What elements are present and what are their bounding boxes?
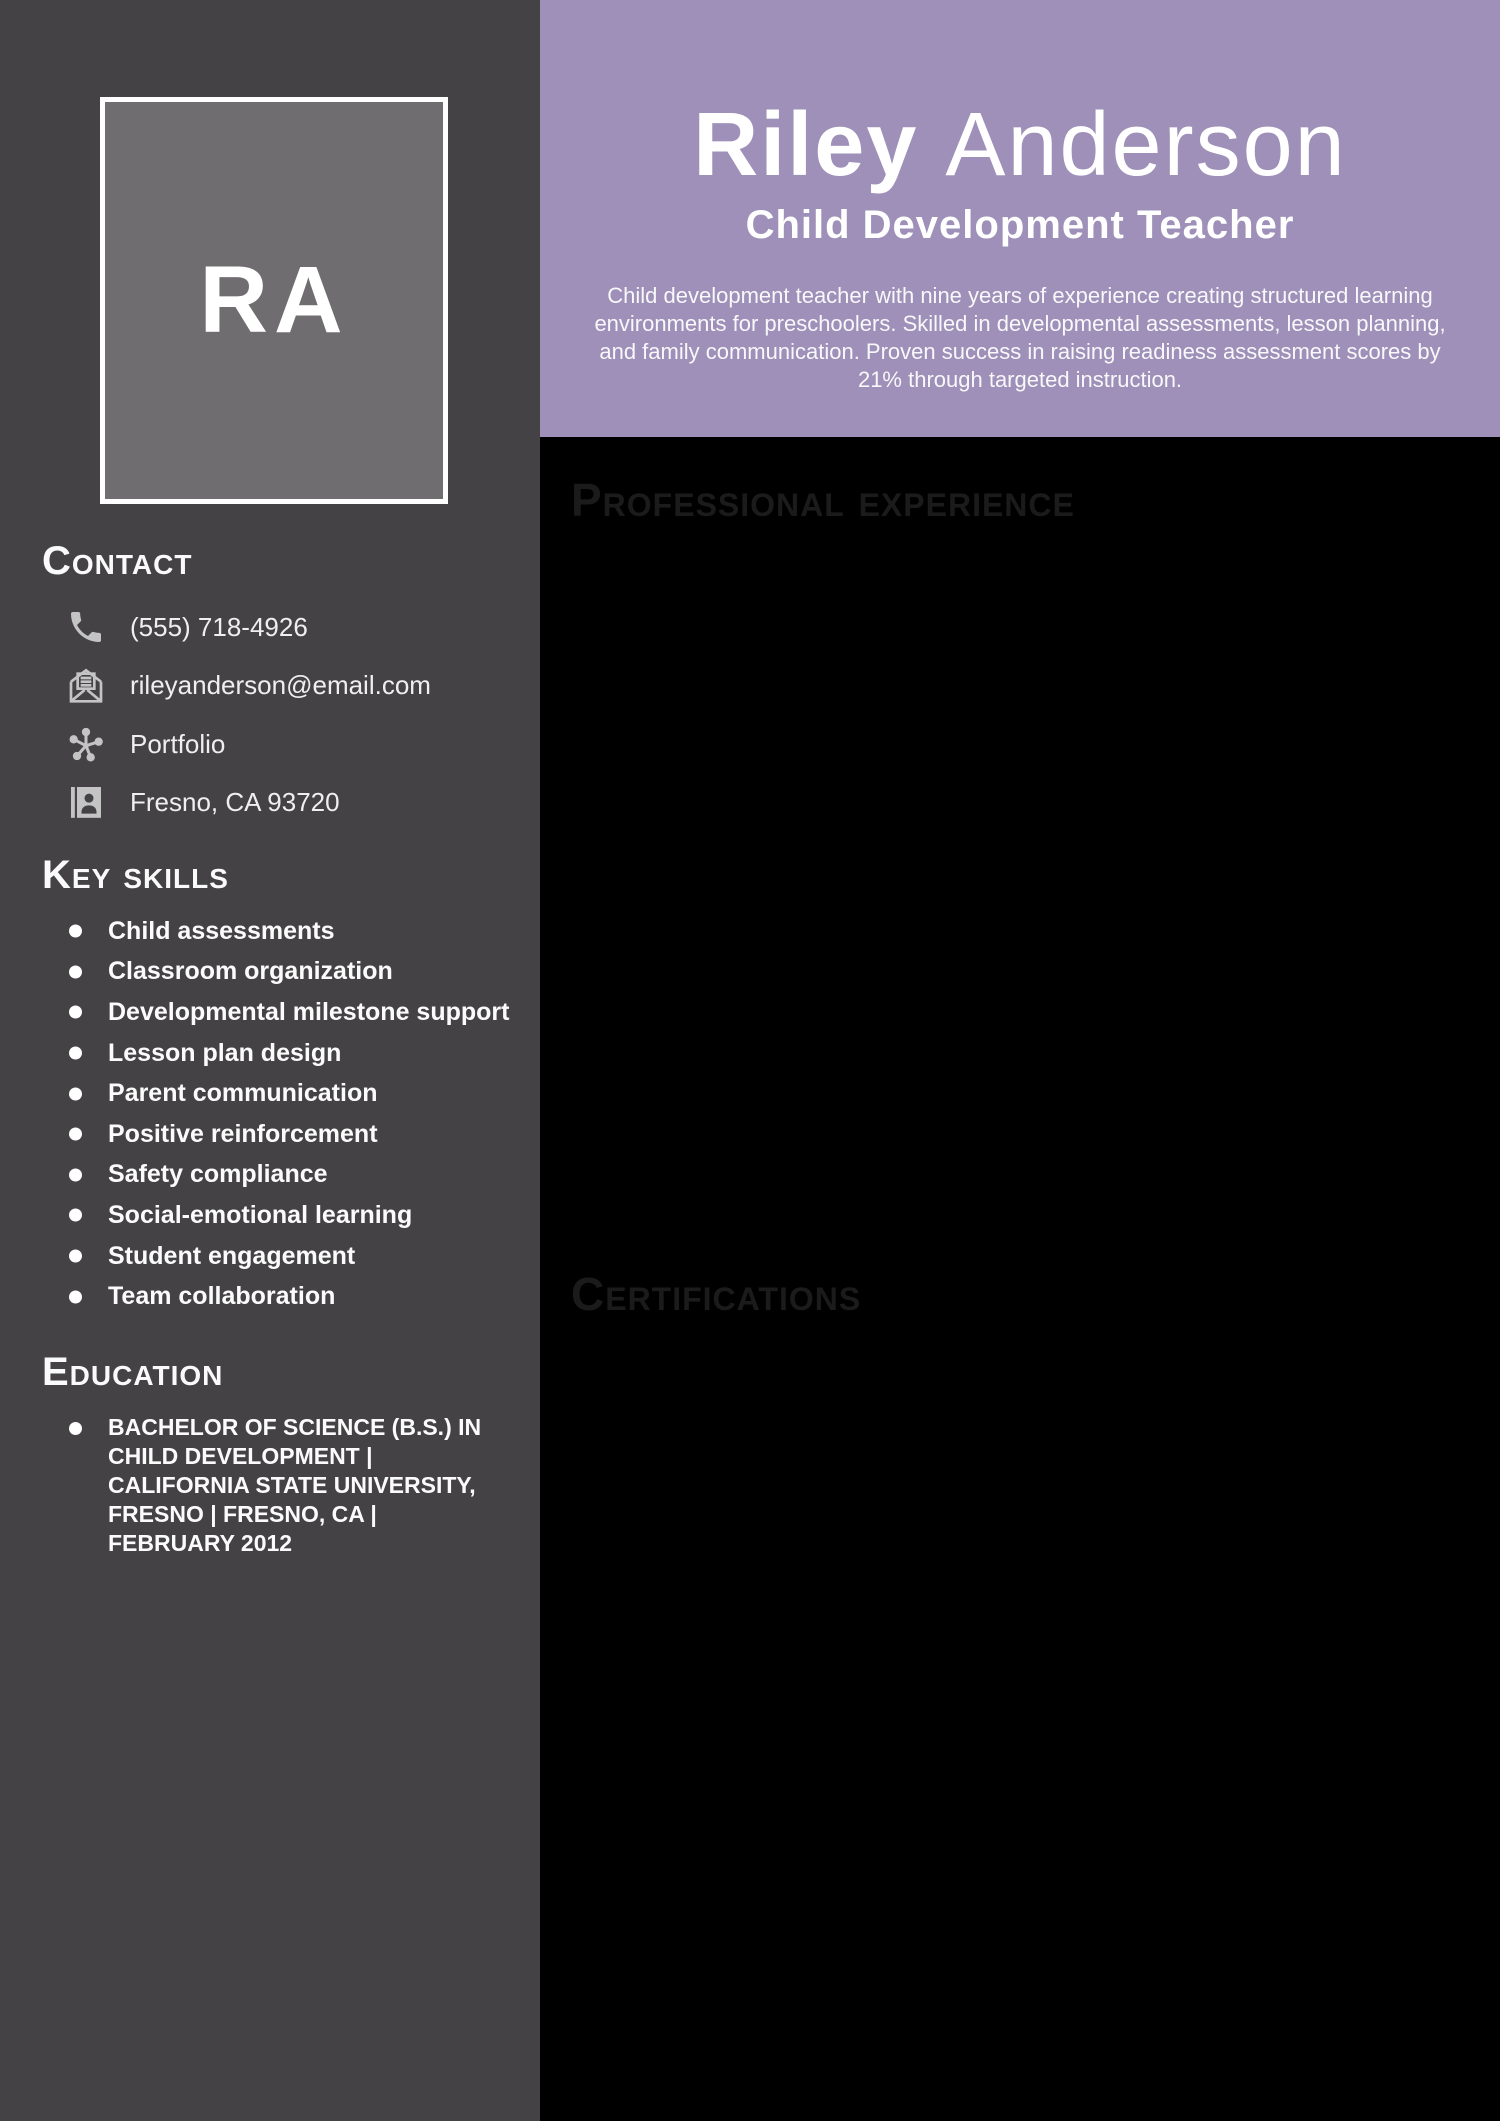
phone-icon (66, 607, 106, 647)
contact-phone-text: (555) 718-4926 (130, 611, 308, 642)
skill-text: Parent communication (108, 1079, 378, 1108)
contact-location-text: Fresno, CA 93720 (130, 787, 340, 818)
portfolio-icon (66, 724, 106, 764)
skill-text: Developmental milestone support (108, 997, 510, 1026)
skill-text: Social-emotional learning (108, 1200, 413, 1229)
contact-item-email (0, 656, 540, 714)
address-book-icon (66, 782, 106, 822)
contact-email-text: rileyanderson@email.com (130, 670, 431, 701)
professional-experience-heading: Professional experience (571, 474, 1075, 526)
profile-photo-placeholder (100, 97, 448, 504)
email-icon (66, 666, 106, 706)
skill-item (0, 1033, 540, 1074)
education-list (0, 1413, 540, 1558)
skill-text: Lesson plan design (108, 1038, 342, 1067)
contact-list (0, 598, 540, 832)
education-heading: Education (42, 1350, 224, 1394)
last-name: Anderson (945, 95, 1347, 195)
job-title: Child Development Teacher (745, 203, 1295, 247)
header-banner (540, 0, 1500, 437)
contact-item-location (0, 773, 540, 831)
skill-text: Child assessments (108, 916, 335, 945)
skill-item (0, 1195, 540, 1236)
education-item (0, 1413, 540, 1558)
contact-portfolio-text: Portfolio (130, 728, 226, 759)
profile-initials: RA (199, 247, 349, 353)
skill-item (0, 1155, 540, 1196)
skill-text: Team collaboration (108, 1282, 336, 1311)
person-name (540, 95, 1500, 195)
first-name: Riley (693, 95, 919, 195)
skill-text: Positive reinforcement (108, 1119, 378, 1148)
main-content (540, 437, 1500, 2121)
contact-item-phone (0, 598, 540, 656)
skill-text: Student engagement (108, 1241, 356, 1270)
key-skills-heading: Key skills (42, 853, 229, 897)
skill-item (0, 1236, 540, 1277)
summary-paragraph: Child development teacher with nine years of experience creating structured learning environments for preschoolers. Skilled in developmental assessments, lesson planning, and family communication. Proven success in raising readiness assessment scores by 21% through targeted instruction. (594, 283, 1446, 392)
education-text: BACHELOR OF SCIENCE (B.S.) IN CHILD DEVELOPMENT | CALIFORNIA STATE UNIVERSITY, FRESNO | FRESNO, CA | FEBRUARY 2012 (108, 1414, 482, 1556)
skill-item (0, 952, 540, 993)
contact-heading: Contact (42, 539, 193, 583)
skill-text: Classroom organization (108, 957, 393, 986)
skill-item (0, 992, 540, 1033)
skill-item (0, 1114, 540, 1155)
skill-text: Safety compliance (108, 1160, 328, 1189)
sidebar (0, 0, 540, 2121)
skill-item (0, 1073, 540, 1114)
contact-item-portfolio (0, 715, 540, 773)
skill-item (0, 911, 540, 952)
key-skills-list (0, 911, 540, 1317)
skill-item (0, 1276, 540, 1317)
certifications-heading: Certifications (571, 1268, 862, 1320)
